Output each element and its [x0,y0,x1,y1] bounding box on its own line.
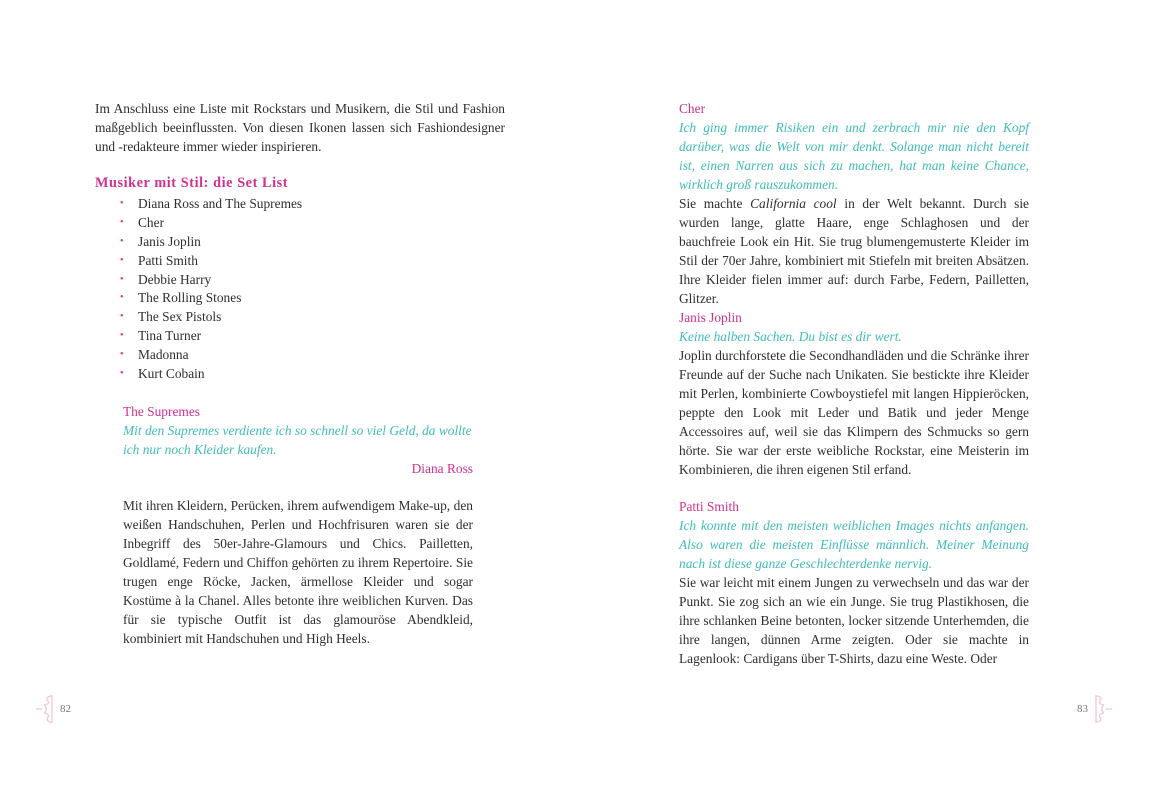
janis-joplin-section [679,308,1029,479]
set-list-item: • Patti Smith [120,252,198,268]
supremes-section [123,402,473,478]
bullet-icon: • [120,216,124,228]
bullet-icon: • [120,368,124,380]
set-list-item: • The Rolling Stones [120,290,242,306]
set-list-item: • Janis Joplin [120,233,201,249]
section-heading: Cher [679,101,706,116]
set-list-item: • Diana Ross and The Supremes [120,196,303,211]
set-list-item: • The Sex Pistols [120,309,222,325]
page-footer-left [34,693,71,725]
section-quote: Mit den Supremes verdiente ich so schnell so viel Geld, da wollte ich nur noch Kleider kaufen. [123,423,472,457]
page-number: 83 [1077,703,1088,715]
section-body: Sie machte California cool in der Welt bekannt. Durch sie wurden lange, glatte Haare, enge Schlaghosen und der bauchfreie Look ein Hit. Sie trug blumengemusterte Kleider im Stil der 70er Jahre, kombiniert mit Stiefeln mit breiten Absätzen. Ihre Kleider fielen immer auf: durch Farbe, Federn, Pailletten, Glitzer. [679,196,1030,306]
italic-phrase: California cool [750,196,837,211]
scroll-bracket-ornament-icon [1092,693,1114,725]
patti-smith-section [679,497,1029,668]
page-number: 82 [60,703,71,715]
page-footer-right [1077,693,1114,725]
bullet-icon: • [120,349,124,361]
intro-paragraph: Im Anschluss eine Liste mit Rockstars und Musikern, die Stil und Fashion maßgeblich beeinflussten. Von diesen Ikonen lassen sich Fashiondesigner und -redakteure immer wieder inspirieren. [95,101,505,154]
section-body: Joplin durchforstete die Secondhandläden und die Schränke ihrer Freunde auf der Suche nach Unikaten. Sie bestickte ihre Kleider mit Perlen, kombinierte Cowboystiefel mit langen Hippieröcken, peppte den Look mit Leder und Batik und jeder Menge Accessoires auf, weil sie das Klimpern des Schmucks so gern hörte. Sie war der erste weibliche Rockstar, eine Meisterin im Kombinieren, die ihren eigenen Stil erfand. [679,348,1029,477]
section-heading: Patti Smith [679,499,739,514]
bullet-icon: • [120,254,124,266]
quote-attribution: Diana Ross [411,461,473,476]
set-list-item: • Debbie Harry [120,271,212,287]
section-quote: Keine halben Sachen. Du bist es dir wert. [679,329,902,344]
bullet-icon: • [120,292,124,304]
right-page [575,0,1150,786]
section-quote: Ich ging immer Risiken ein und zerbrach mir nie den Kopf darüber, was die Welt von mir denkt. Solange man nicht bereit ist, einen Narren aus sich zu machen, hat man keine Chance, wirklich groß rauszukommen. [679,120,1029,192]
bullet-icon: • [120,198,124,209]
scroll-bracket-ornament-icon [34,693,56,725]
set-list-item: • Madonna [120,347,189,363]
bullet-icon: • [120,311,124,323]
bullet-icon: • [120,235,124,247]
supremes-body: Mit ihren Kleidern, Perücken, ihrem aufwendigem Make-up, den weißen Handschuhen, Perlen und Hochfrisuren waren sie der Inbegriff des 50er-Jahre-Glamours und Chics. Pailletten, Goldlamé, Federn und Chiffon gehörten zu ihrem Repertoire. Sie trugen enge Röcke, Jacken, ärmellose Kleider und sogar Kostüme à la Chanel. Alles betonte ihre weiblichen Kurven. Das für sie typische Outfit ist das glamouröse Abendkleid, kombiniert mit Handschuhen und High Heels. [123,498,473,646]
bullet-icon: • [120,273,124,285]
cher-section [679,99,1029,308]
bullet-icon: • [120,330,124,342]
set-list [120,194,302,383]
set-list-item: • Cher [120,214,165,230]
set-list-item: • Kurt Cobain [120,366,205,382]
section-heading: Janis Joplin [679,310,742,325]
set-list-heading: Musiker mit Stil: die Set List [95,175,289,191]
section-heading: The Supremes [123,404,200,419]
section-body: Sie war leicht mit einem Jungen zu verwechseln und das war der Punkt. Sie zog sich an wie ein Junge. Sie trug Plastikhosen, die ihre schlanken Beine betonten, locker sitzende Unterhemden, die ihre langen, dünnen Arme zeigten. Oder sie machte in Lagenlook: Cardigans über T-Shirts, dazu eine Weste. Oder [679,575,1029,666]
set-list-item: • Tina Turner [120,328,202,344]
section-quote: Ich konnte mit den meisten weiblichen Images nichts anfangen. Also waren die meisten Einflüsse männlich. Meiner Meinung nach ist diese ganze Geschlechterdenke nervig. [679,518,1029,571]
